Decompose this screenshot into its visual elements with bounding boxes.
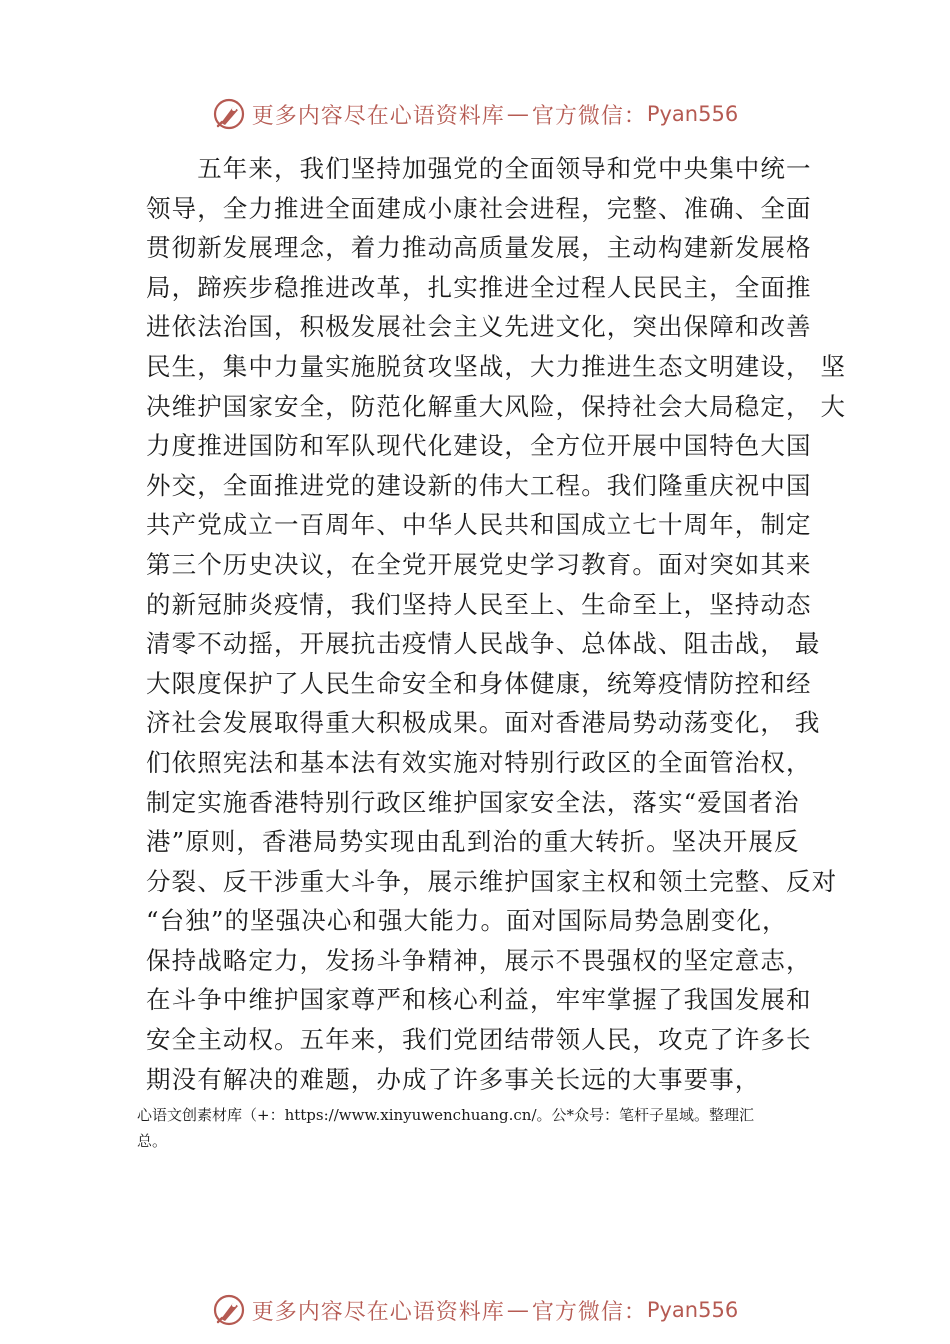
- banner-title: 更多内容尽在心语资料库: [251, 103, 505, 129]
- body-line: 五年来，我们坚持加强党的全面领导和党中央集中统一: [146, 154, 812, 183]
- body-line: “台独”的坚强决心和强大能力。面对国际局势急剧变化，: [146, 906, 788, 936]
- banner-wechat-id: Pyan556: [646, 1298, 739, 1322]
- body-line: 在斗争中维护国家尊严和核心利益，牢牢掌握了我国发展和: [146, 985, 812, 1015]
- body-line: 制定实施香港特别行政区维护国家安全法，落实“爱国者治: [146, 787, 800, 817]
- body-line: 港”原则，香港局势实现由乱到治的重大转折。坚决开展反: [146, 827, 800, 857]
- document-body: [146, 149, 847, 1099]
- banner-dash: —: [506, 1297, 530, 1323]
- body-line: 共产党成立一百周年、中华人民共和国成立七十周年，制定: [146, 510, 812, 540]
- footnote-line: 总。: [137, 1132, 168, 1150]
- body-line: 领导，全力推进全面建成小康社会进程，完整、准确、全面: [146, 193, 812, 223]
- body-line: 第三个历史决议，在全党开展党史学习教育。面对突如其来: [146, 549, 812, 579]
- body-line: 的新冠肺炎疫情，我们坚持人民至上、生命至上，坚持动态: [146, 589, 812, 619]
- banner-wechat-label: 官方微信：: [531, 1299, 647, 1325]
- body-line: 清零不动摇，开展抗击疫情人民战争、总体战、阻击战， 最: [146, 629, 821, 659]
- pen-nib-seal-icon: [212, 97, 246, 131]
- source-footnote: [137, 1102, 827, 1154]
- banner-wechat-id: Pyan556: [646, 102, 739, 126]
- body-line: 大限度保护了人民生命安全和身体健康，统筹疫情防控和经: [146, 668, 812, 698]
- banner-title: 更多内容尽在心语资料库: [251, 1299, 505, 1325]
- body-line: 期没有解决的难题，办成了许多事关长远的大事要事，: [146, 1064, 761, 1094]
- banner-dash: —: [506, 101, 530, 127]
- body-line: 贯彻新发展理念，着力推动高质量发展，主动构建新发展格: [146, 233, 812, 263]
- footer-banner: [0, 1290, 950, 1330]
- body-line: 分裂、反干涉重大斗争，展示维护国家主权和领土完整、反对: [146, 866, 838, 896]
- header-banner: [0, 94, 950, 134]
- body-line: 们依照宪法和基本法有效实施对特别行政区的全面管治权，: [146, 747, 812, 777]
- footnote-line: 心语文创素材库（+：https://www.xinyuwenchuang.cn/。公*众号：笔杆子星域。整理汇: [137, 1106, 754, 1124]
- body-line: 外交，全面推进党的建设新的伟大工程。我们隆重庆祝中国: [146, 470, 812, 500]
- body-line: 决维护国家安全，防范化解重大风险，保持社会大局稳定， 大: [146, 391, 847, 421]
- body-line: 民生，集中力量实施脱贫攻坚战，大力推进生态文明建设， 坚: [146, 351, 847, 381]
- body-line: 保持战略定力，发扬斗争精神，展示不畏强权的坚定意志，: [146, 945, 812, 975]
- pen-nib-seal-icon: [212, 1293, 246, 1327]
- body-line: 力度推进国防和军队现代化建设，全方位开展中国特色大国: [146, 431, 812, 461]
- body-line: 局，蹄疾步稳推进改革，扎实推进全过程人民民主，全面推: [146, 272, 812, 302]
- body-line: 济社会发展取得重大积极成果。面对香港局势动荡变化， 我: [146, 708, 821, 738]
- body-line: 进依法治国，积极发展社会主义先进文化，突出保障和改善: [146, 312, 812, 342]
- body-line: 安全主动权。五年来，我们党团结带领人民，攻克了许多长: [146, 1025, 812, 1055]
- banner-wechat-label: 官方微信：: [531, 103, 647, 129]
